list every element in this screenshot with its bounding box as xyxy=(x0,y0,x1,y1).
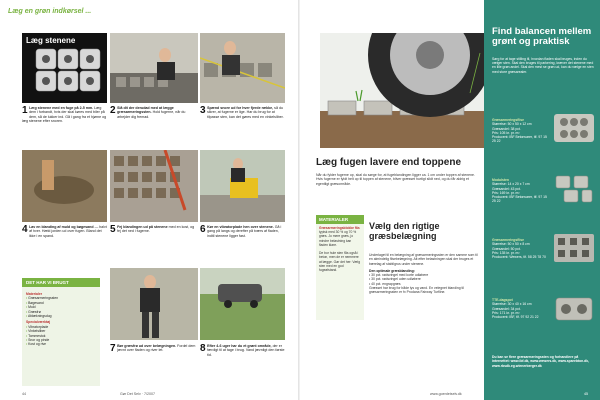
step-bold: Fej blandingen ud på stenene xyxy=(117,225,168,229)
lead-box xyxy=(22,33,107,103)
material-item: • Græsarmeringssten xyxy=(26,296,96,300)
product-card: Græsarmeringsflise Størrelse: 50 x 50 x 8 cm Græsandel: 50 pct. Pris: 135 kr. pr. m² Producent: Wewers, tlf. 58 25 78 70 xyxy=(492,230,596,278)
intro-text: Når du fylder fugerne op, skal du sørge for, at fugeblandingen ligger ca. 1 cm under toppen af stenene. Hvis fugerne er fyldt helt op til toppen af stenene, bliver græsset hurtigt slidt ned, og du får aldrig et egentligt græsområde. xyxy=(316,173,475,186)
step-4 xyxy=(22,225,107,238)
column-text xyxy=(369,253,479,295)
step-text: — halvt af hver. Hæld jorden ud over fugen. Bland det ikke i en spand. xyxy=(29,225,107,238)
product-card: TTE-dagspot Størrelse: 30 x 40 x 16 cm Græsandel: 34 pct. Pris: 171 kr. pr. m² Producent: IBF, tlf. 97 92 21 22 xyxy=(492,290,596,338)
sidebar-intro: Sørg for at tage stilling til, hvordan fladen skal bruges, inden du vælger sten. Skal den bruges til parkering, kræver det stenene med en lille grøn andel. Skal den mest se grøn ud, kan du vælge en sten med store græsarealer. xyxy=(492,57,594,74)
step-text: Gå i gang på langs og derefter på tværs af fladen, indtil stenene ligger fast. xyxy=(207,225,282,238)
step-7-photo xyxy=(110,268,198,340)
material-item: • Muld xyxy=(26,305,96,309)
sidebar-footer: Du kan se flere græsarmeringssten og forhandlere på internettet: www.ibf.dk, www.wewers.dk, www.sparebton.dk, www.rbsdk.eg.wienerberger.dk xyxy=(492,355,590,368)
tools-list xyxy=(22,287,100,350)
column-heading: Den optimale græsblanding: xyxy=(369,268,415,273)
product-card: Græsarmeringsflise Størrelse: 50 x 50 x 12 cm Græsandel: 38 pct. Pris: 105 kr. pr. m² Producent: IBF Betonvarer, tlf. 97 15 25 22 xyxy=(492,110,596,158)
step-6 xyxy=(200,225,285,238)
tool-item: • Tommestok xyxy=(26,334,96,338)
step-8-photo xyxy=(200,268,285,340)
step-2-photo xyxy=(110,33,198,103)
step-bold: Spænd snore ud for hver fjerde række, xyxy=(207,106,274,110)
tool-item: • Snor og pinde xyxy=(26,338,96,342)
product-name: TTE-dagspot xyxy=(492,298,513,302)
product-card: Modulsten Størrelse: 14 x 20 x 7 cm Græsandel: 43 pct. Pris: 169 kr. pr. m² Producent: IBF Betonvarer, tlf. 97 15 25 22 xyxy=(492,170,596,218)
tools-box xyxy=(22,278,100,386)
step-4-photo xyxy=(22,150,107,222)
step-bold: Kør en vibratorplade hen over stenene. xyxy=(207,225,274,229)
footer-left: Gør Det Selv · 7/2007 xyxy=(120,392,155,396)
step-number: 7 xyxy=(110,343,116,354)
column-tail: Græsset har brug for både lys og vand. En velegnet blanding til græsarmeringssten er fx Prodana Fairway Turfline. xyxy=(369,286,464,295)
product-name: Modulsten xyxy=(492,178,509,182)
mix-item: • 40 pct. engrapgræs xyxy=(369,281,401,286)
modular-stone-icon xyxy=(552,170,596,206)
step-number: 6 xyxy=(200,224,206,235)
paver-grid-icon xyxy=(552,110,596,146)
step-3-photo xyxy=(200,33,285,103)
step-text: Fordel dem jævnt over fladen og river let. xyxy=(117,344,196,353)
sidebar-title: Find balancen mellem grønt og praktisk xyxy=(492,26,592,47)
page-number-left: 44 xyxy=(22,392,26,396)
step-bold: Slå dit der derudad med at lægge græsarmeringssten. xyxy=(117,106,174,115)
step-number: 2 xyxy=(110,105,116,116)
mix-item: • 30 pct. rødsvingel uden udløbere xyxy=(369,277,421,282)
material-bold: Græsarmeringsblokke fås xyxy=(319,226,360,230)
tools-heading: Specialværktøj xyxy=(26,320,51,325)
tool-item: • Vinkelsliber xyxy=(26,329,96,333)
step-text: Læg dem i forbandt, hvis der skal køres med biler på dem, så de lukker ind. Gå i gang fra et hjørne og læg stenene efter snoren. xyxy=(22,106,107,124)
step-bold: Efter 4-6 uger har du et grønt område, xyxy=(207,344,272,348)
material-body-2: De bor hule sten fås også i beton, men de er nemmere at lægge. Gør det her: Vælg sten med en god fugeafstand. xyxy=(319,251,361,273)
step-7 xyxy=(110,344,198,353)
sidebar xyxy=(484,0,600,400)
step-number: 8 xyxy=(200,343,206,354)
section-title: Læg en grøn indkørsel ... xyxy=(8,8,92,15)
step-text: der er færdigt til at tage i brug. Vand jævnligt den første tid. xyxy=(207,344,285,357)
lead-title: Læg stenene xyxy=(26,36,76,45)
product-name: Græsarmeringsflise xyxy=(492,118,525,122)
material-item: • Græsfrø xyxy=(26,310,96,314)
step-number: 3 xyxy=(200,105,206,116)
mix-item: • 30 pct. rødsvingel med korte udløbere xyxy=(369,273,429,278)
step-number: 1 xyxy=(22,105,28,116)
page-number-right: 45 xyxy=(584,392,588,396)
step-number: 4 xyxy=(22,224,28,235)
step-2 xyxy=(110,106,198,119)
step-3 xyxy=(200,106,285,119)
material-item: • Afdækningsdug xyxy=(26,314,96,318)
step-number: 5 xyxy=(110,224,116,235)
paver-photo-icon xyxy=(22,33,107,103)
product-name: Græsarmeringsflise xyxy=(492,238,525,242)
footer-right: www.goerdetselv.dk xyxy=(430,392,462,396)
step-text: så du sikrer, at fugerne er lige. Har du brug for at tilpasse sten, kan det gøres med en vinkelsliber. xyxy=(207,106,284,119)
step-bold: Bør græsfrø ud over belægningen. xyxy=(117,344,177,348)
step-1 xyxy=(22,106,107,124)
step-bold: Lav en blanding af muld og bøgesand xyxy=(29,225,94,229)
sub-title: Vælg den rigtige græsbelægning xyxy=(369,221,440,241)
column-body: Underlaget til en belægning af græsarmeringssten er den samme som til en almindelig flisebelægning. Alt efter belastningen skal der bruges et bærelag af stabilgrus under stenene. xyxy=(369,253,478,266)
step-5-photo xyxy=(110,150,198,222)
step-text: Hold fugerne, når du arbejder dig fremad. xyxy=(117,110,186,119)
material-header: MATERIALER xyxy=(316,215,364,224)
material-item: • Bøgesand xyxy=(26,301,96,305)
material-body: typisk med 30 % og 70 % græs. Jo mere græs, jo mindre belastning kan fladen klare. xyxy=(319,230,357,247)
material-box xyxy=(316,215,364,320)
step-5 xyxy=(110,225,198,234)
main-title: Læg fugen lavere end toppene xyxy=(316,157,462,168)
tool-item: • Kost og rive xyxy=(26,342,96,346)
tte-stone-icon xyxy=(552,290,596,326)
step-6-photo xyxy=(200,150,285,222)
step-text: med en kost, og fej det ned i fugerne. xyxy=(117,225,195,234)
grass-grid-icon xyxy=(552,230,596,266)
tool-item: • Vibratorplade xyxy=(26,325,96,329)
step-8 xyxy=(200,344,285,357)
materials-heading: Materialer xyxy=(26,292,43,296)
material-text xyxy=(316,224,364,274)
tools-header: DET HAR VI BRUGT xyxy=(22,278,100,287)
step-bold: Læg stenene med en fuge på 2-5 mm. xyxy=(29,106,94,110)
